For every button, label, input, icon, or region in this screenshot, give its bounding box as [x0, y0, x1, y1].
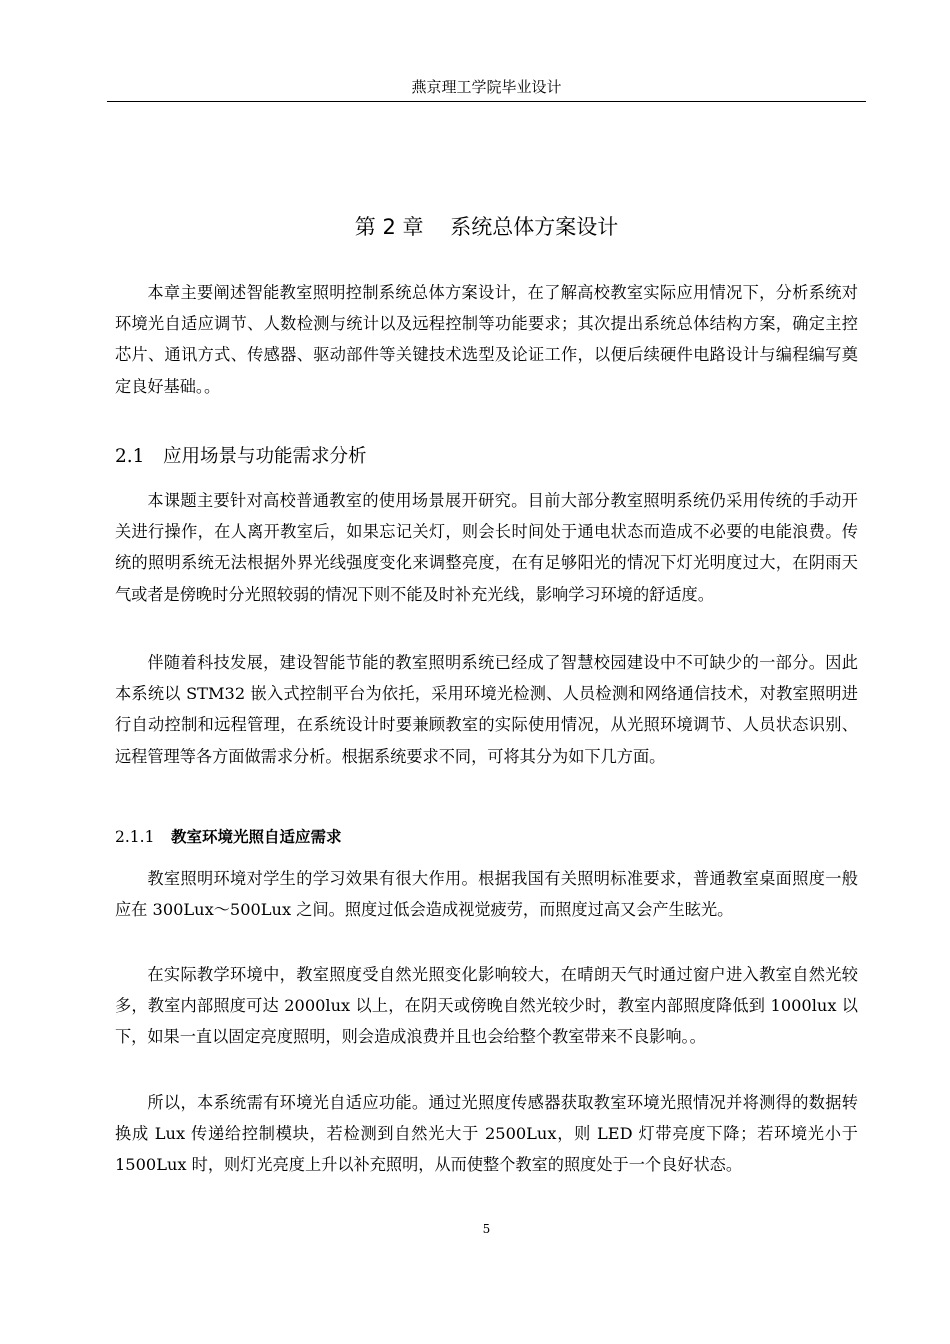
- page-number: 5: [482, 1222, 491, 1236]
- body-paragraph: 本课题主要针对高校普通教室的使用场景展开研究。目前大部分教室照明系统仍采用传统的手动开关进行操作，在人离开教室后，如果忘记关灯，则会长时间处于通电状态而造成不必要的电能浪费。传统的照明系统无法根据外界光线强度变化来调整亮度，在有足够阳光的情况下灯光明度过大，在阴雨天气或者是傍晚时分光照较弱的情况下则不能及时补充光线，影响学习环境的舒适度。: [115, 491, 858, 604]
- section-number: 2.1: [115, 446, 145, 467]
- subsection-title: 教室环境光照自适应需求: [171, 828, 342, 846]
- header-rule: [107, 101, 866, 102]
- running-header: 燕京理工学院毕业设计: [411, 78, 562, 96]
- section-title: 应用场景与功能需求分析: [163, 446, 367, 467]
- subsection-heading-2-1-1: [115, 823, 858, 851]
- body-paragraph: 伴随着科技发展，建设智能节能的教室照明系统已经成了智慧校园建设中不可缺少的一部分。因此本系统以 STM32 嵌入式控制平台为依托，采用环境光检测、人员检测和网络通信技术，对教室照明进行自动控制和远程管理，在系统设计时要兼顾教室的实际使用情况，从光照环境调节、人员状态识别、远程管理等各方面做需求分析。根据系统要求不同，可将其分为如下几方面。: [115, 653, 858, 766]
- intro-paragraph: 本章主要阐述智能教室照明控制系统总体方案设计，在了解高校教室实际应用情况下，分析系统对环境光自适应调节、人数检测与统计以及远程控制等功能要求；其次提出系统总体结构方案，确定主控芯片、通讯方式、传感器、驱动部件等关键技术选型及论证工作，以便后续硬件电路设计与编程编写奠定良好基础。。: [115, 283, 858, 396]
- section-heading-2-1: [115, 441, 858, 473]
- chapter-title: 第 2 章 系统总体方案设计: [354, 215, 619, 239]
- body-paragraph: 教室照明环境对学生的学习效果有很大作用。根据我国有关照明标准要求，普通教室桌面照度一般应在 300Lux～500Lux 之间。照度过低会造成视觉疲劳，而照度过高又会产生眩光。: [115, 869, 858, 920]
- body-paragraph: 在实际教学环境中，教室照度受自然光照变化影响较大，在晴朗天气时通过窗户进入教室自然光较多，教室内部照度可达 2000lux 以上，在阴天或傍晚自然光较少时，教室内部照度降低到 1000lux 以下，如果一直以固定亮度照明，则会造成浪费并且也会给整个教室带来不良影响。。: [115, 965, 858, 1047]
- body-paragraph: 所以，本系统需有环境光自适应功能。通过光照度传感器获取教室环境光照情况并将测得的数据转换成 Lux 传递给控制模块，若检测到自然光大于 2500Lux，则 LED 灯带亮度下降；若环境光小于 1500Lux 时，则灯光亮度上升以补充照明，从而使整个教室的照度处于一个良好状态。: [115, 1093, 858, 1175]
- subsection-number: 2.1.1: [115, 828, 155, 846]
